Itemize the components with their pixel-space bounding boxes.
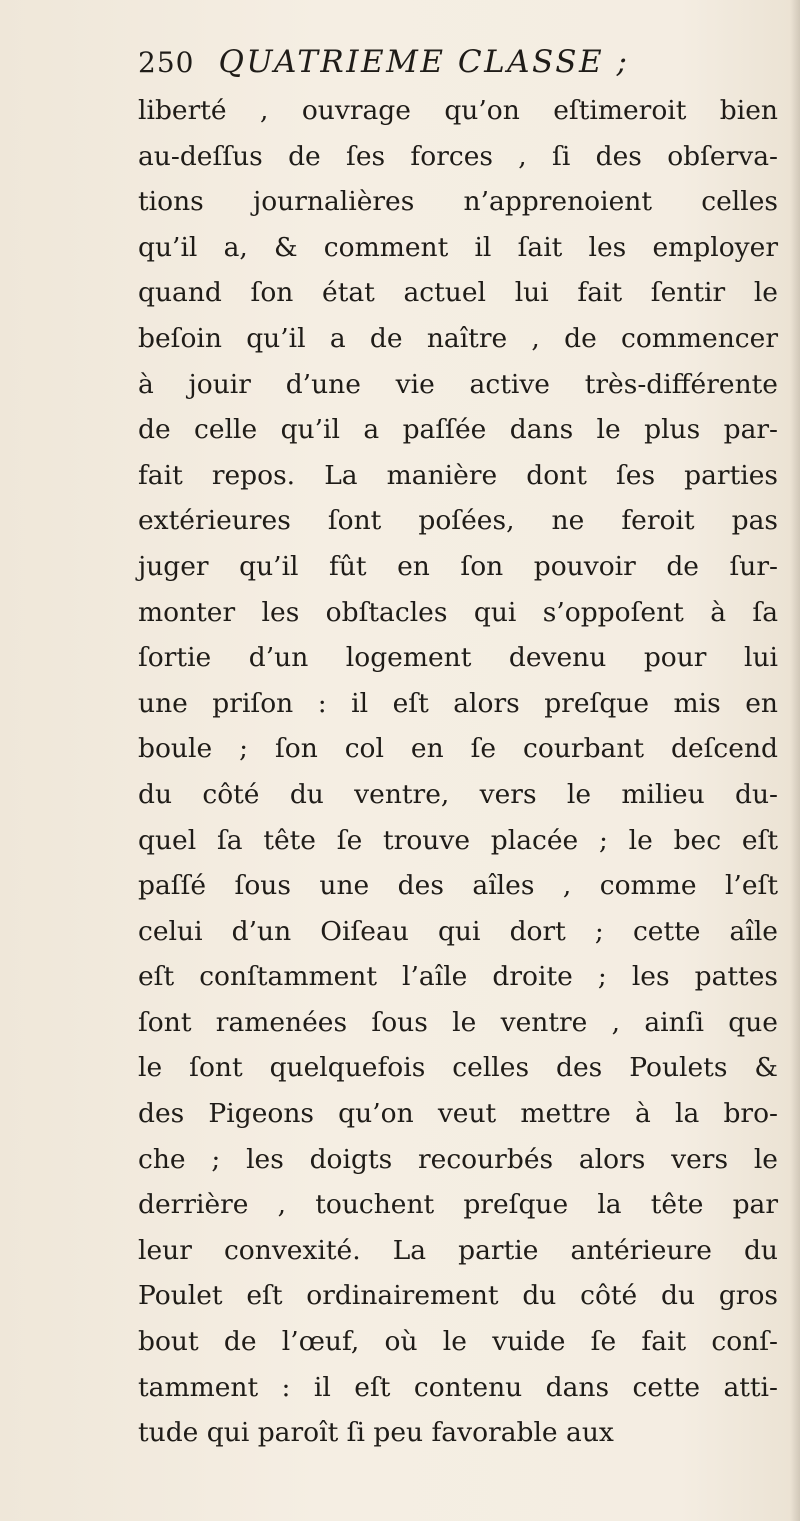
text-line: une priſon : il eſt alors preſque mis en (138, 687, 778, 719)
text-line: à jouir d’une vie active très-différente (138, 368, 778, 400)
page-number: 250 (138, 46, 195, 79)
text-line: tamment : il eſt contenu dans cette atti- (138, 1371, 778, 1403)
text-line: bout de l’œuf, où le vuide ſe fait conſ- (138, 1326, 778, 1358)
text-line: celui d’un Oiſeau qui dort ; cette aîle (138, 915, 778, 947)
text-line: quand ſon état actuel lui fait ſentir le (138, 277, 778, 309)
text-line: juger qu’il fût en ſon pouvoir de ſur- (138, 550, 778, 582)
text-line: ſont ramenées ſous le ventre , ainſi que (138, 1006, 778, 1038)
text-line: boule ; ſon col en ſe courbant deſcend (138, 733, 778, 765)
text-line: au-deſſus de ſes forces , ſi des obſerva- (138, 140, 778, 172)
text-line: de celle qu’il a paſſée dans le plus par- (138, 414, 778, 446)
body-text (138, 88, 778, 1456)
text-line: du côté du ventre, vers le milieu du- (138, 778, 778, 810)
text-line: tions journalières n’apprenoient celles (138, 186, 778, 218)
text-line: fait repos. La manière dont ſes parties (138, 459, 778, 491)
text-line: ſortie d’un logement devenu pour lui (138, 642, 778, 674)
text-line: leur convexité. La partie antérieure du (138, 1234, 778, 1266)
text-line: le ſont quelquefois celles des Poulets & (138, 1052, 778, 1084)
running-head: QUATRIEME CLASSE ; (218, 44, 630, 80)
text-line: extérieures ſont poſées, ne feroit pas (138, 505, 778, 537)
page-header (138, 44, 629, 90)
text-line: eſt conſtamment l’aîle droite ; les pattes (138, 961, 778, 993)
text-line: paſſé ſous une des aîles , comme l’eſt (138, 870, 778, 902)
text-line: Poulet eſt ordinairement du côté du gros (138, 1280, 778, 1312)
text-line: quel ſa tête ſe trouve placée ; le bec eſt (138, 824, 778, 856)
text-line: monter les obſtacles qui s’oppoſent à ſa (138, 596, 778, 628)
page-edge-shadow (790, 0, 800, 1521)
text-line: liberté , ouvrage qu’on eſtimeroit bien (138, 95, 778, 126)
text-line: beſoin qu’il a de naître , de commencer (138, 322, 778, 354)
text-line: derrière , touchent preſque la tête par (138, 1189, 778, 1221)
text-line: tude qui paroît ſi peu favorable aux (138, 1417, 614, 1449)
text-line: qu’il a, & comment il ſait les employer (138, 231, 778, 263)
text-line: des Pigeons qu’on veut mettre à la bro- (138, 1098, 778, 1130)
text-line: che ; les doigts recourbés alors vers le (138, 1143, 778, 1175)
